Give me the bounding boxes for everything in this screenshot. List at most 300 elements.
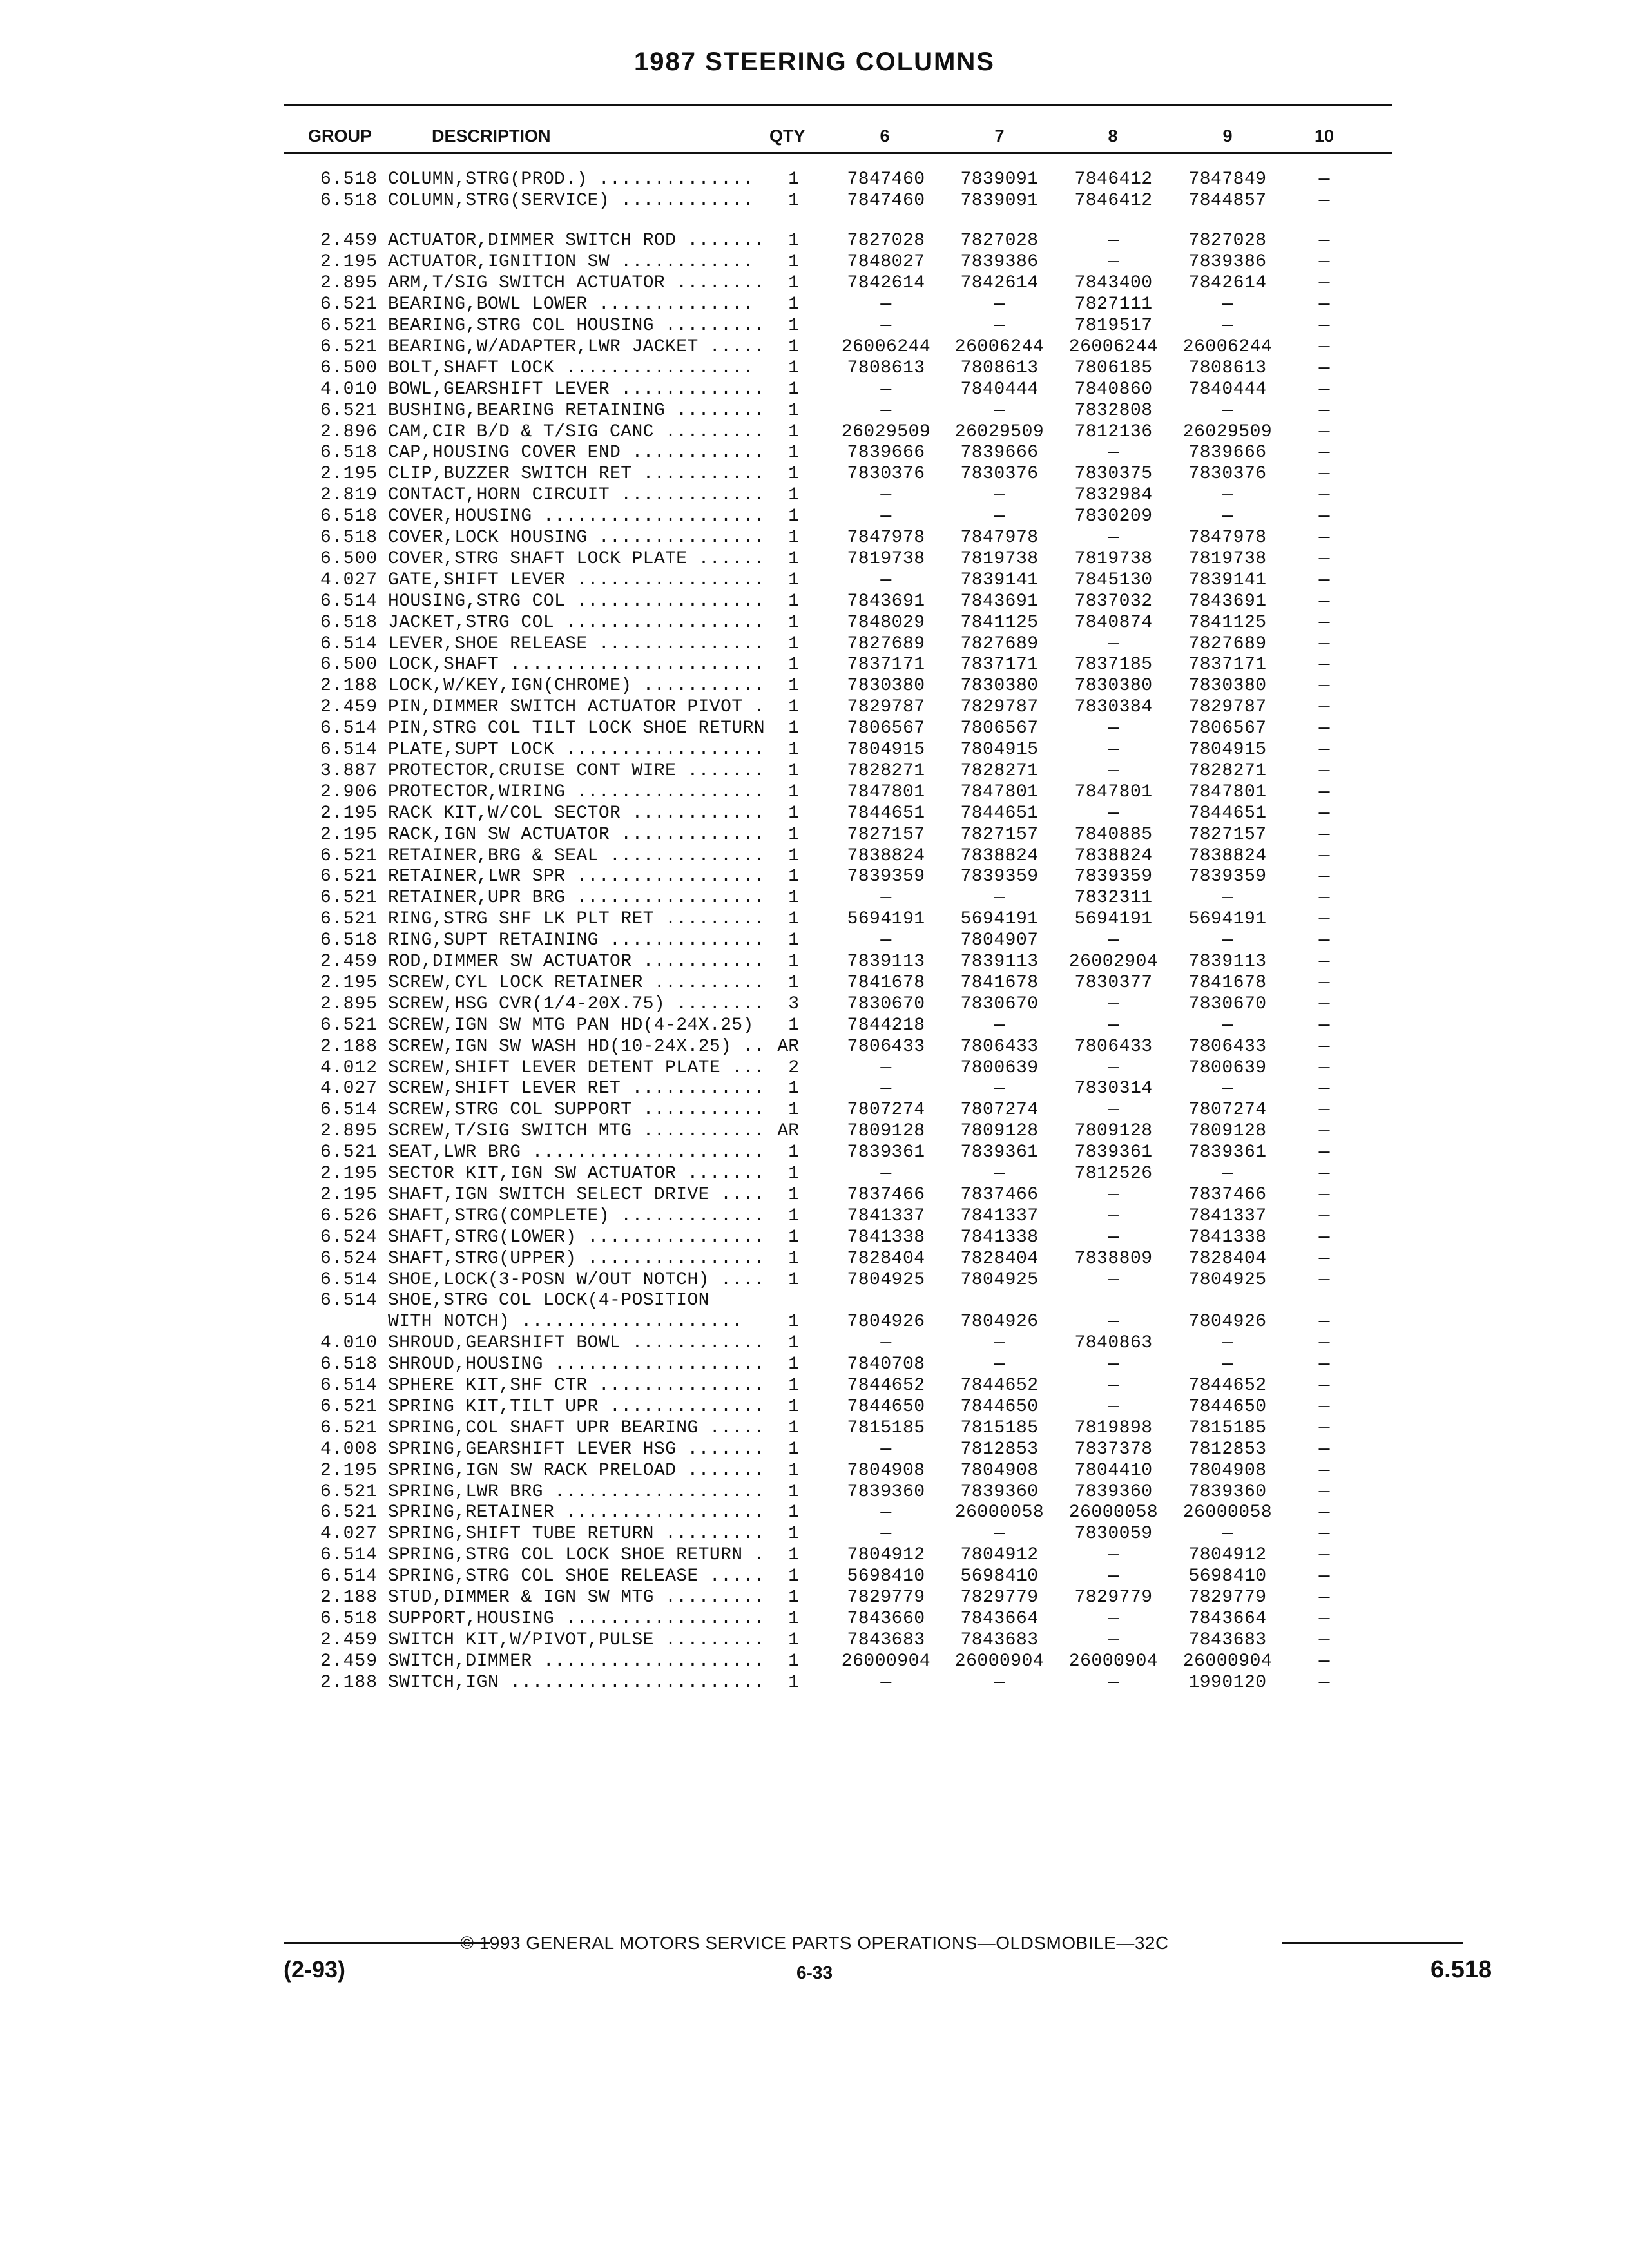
cell-col-9: 26000058 xyxy=(1182,1503,1273,1523)
table-row xyxy=(0,1354,1629,1375)
table-row xyxy=(0,591,1629,612)
table-row xyxy=(0,1439,1629,1460)
cell-description: CAM,CIR B/D & T/SIG CANC ......... xyxy=(388,421,765,442)
cell-col-7: 7839141 xyxy=(960,570,1039,590)
table-row xyxy=(0,1544,1629,1566)
cell-group: 6.500 xyxy=(320,655,378,675)
cell-col-8: 7840863 xyxy=(1074,1333,1153,1354)
cell-qty: 1 xyxy=(788,1248,799,1269)
cell-col-8: 7839361 xyxy=(1074,1142,1153,1163)
cell-col-6: 7841337 xyxy=(847,1206,925,1226)
cell-description: BOWL,GEARSHIFT LEVER ............. xyxy=(388,379,765,399)
cell-col-6: 7839361 xyxy=(847,1142,925,1163)
cell-qty: 1 xyxy=(788,718,799,739)
cell-group: 2.895 xyxy=(320,1121,378,1142)
cell-col-9: — xyxy=(1222,316,1233,336)
cell-col-10: — xyxy=(1318,1629,1330,1650)
table-row xyxy=(0,972,1629,994)
table-row xyxy=(0,1629,1629,1651)
cell-col-7: 7830380 xyxy=(960,676,1039,697)
cell-col-6: 7844218 xyxy=(847,1015,925,1035)
cell-group: 2.195 xyxy=(320,1460,378,1481)
cell-col-6: — xyxy=(880,379,892,399)
cell-col-6: — xyxy=(880,506,892,527)
cell-col-10: — xyxy=(1318,1566,1330,1587)
cell-group: 6.521 xyxy=(320,909,378,930)
cell-col-8: 7830314 xyxy=(1074,1079,1153,1099)
cell-col-8: — xyxy=(1108,930,1119,951)
cell-col-6: 5698410 xyxy=(847,1566,925,1587)
cell-description: RACK KIT,W/COL SECTOR ............ xyxy=(388,803,765,823)
cell-col-10: — xyxy=(1318,1354,1330,1375)
cell-col-10: — xyxy=(1318,1333,1330,1354)
cell-col-10: — xyxy=(1318,697,1330,718)
cell-description: ROD,DIMMER SW ACTUATOR ........... xyxy=(388,952,765,972)
cell-group: 6.521 xyxy=(320,867,378,887)
cell-col-8: — xyxy=(1108,1057,1119,1078)
cell-qty: 1 xyxy=(788,676,799,697)
cell-description: ACTUATOR,DIMMER SWITCH ROD ....... xyxy=(388,231,765,251)
cell-description: COVER,STRG SHAFT LOCK PLATE ...... xyxy=(388,548,765,569)
table-row xyxy=(0,1015,1629,1036)
cell-col-7: 26006244 xyxy=(954,336,1045,357)
cell-qty: 1 xyxy=(788,1269,799,1290)
cell-group: 6.500 xyxy=(320,548,378,569)
cell-col-9: — xyxy=(1222,1164,1233,1184)
cell-col-8: 7838809 xyxy=(1074,1248,1153,1269)
table-row xyxy=(0,1099,1629,1120)
cell-description: SPRING,IGN SW RACK PRELOAD ....... xyxy=(388,1460,765,1481)
cell-col-10: — xyxy=(1318,570,1330,590)
cell-col-9: — xyxy=(1222,400,1233,421)
cell-col-8: — xyxy=(1108,994,1119,1014)
cell-col-6: — xyxy=(880,1164,892,1184)
cell-group: 4.008 xyxy=(320,1439,378,1459)
cell-group: 2.188 xyxy=(320,1036,378,1057)
cell-col-6: 26006244 xyxy=(841,336,931,357)
table-row xyxy=(0,358,1629,379)
cell-col-9: — xyxy=(1222,1015,1233,1035)
cell-group: 6.514 xyxy=(320,1100,378,1120)
cell-col-6: 7843691 xyxy=(847,591,925,611)
cell-col-8: 26006244 xyxy=(1068,336,1159,357)
cell-group: 6.521 xyxy=(320,1481,378,1502)
cell-col-6: 7838824 xyxy=(847,845,925,866)
cell-col-8: 7843400 xyxy=(1074,273,1153,294)
cell-col-10: — xyxy=(1318,1439,1330,1459)
cell-col-7: 7828271 xyxy=(960,760,1039,781)
cell-col-8: — xyxy=(1108,1227,1119,1247)
cell-description: BEARING,STRG COL HOUSING ......... xyxy=(388,316,765,336)
cell-col-7: 7839091 xyxy=(960,190,1039,211)
cell-group: 4.027 xyxy=(320,570,378,590)
cell-qty: 1 xyxy=(788,952,799,972)
cell-qty: 1 xyxy=(788,1503,799,1523)
cell-col-10: — xyxy=(1318,972,1330,993)
cell-col-7: 7839360 xyxy=(960,1481,1039,1502)
cell-qty: 1 xyxy=(788,1164,799,1184)
table-row xyxy=(0,803,1629,824)
cell-col-10: — xyxy=(1318,760,1330,781)
cell-col-9: 7842614 xyxy=(1188,273,1267,294)
cell-col-9: 7830380 xyxy=(1188,676,1267,697)
cell-col-8: — xyxy=(1108,1672,1119,1693)
cell-description: SHROUD,GEARSHIFT BOWL ............ xyxy=(388,1333,765,1354)
cell-col-7: 7827028 xyxy=(960,231,1039,251)
cell-group: 2.895 xyxy=(320,273,378,294)
cell-col-6: 7830670 xyxy=(847,994,925,1014)
cell-col-6: 7839113 xyxy=(847,952,925,972)
cell-description: SHOE,STRG COL LOCK(4-POSITION xyxy=(388,1291,709,1311)
cell-col-10: — xyxy=(1318,379,1330,399)
cell-group: 6.518 xyxy=(320,169,378,189)
cell-qty: 2 xyxy=(788,1057,799,1078)
cell-col-9: — xyxy=(1222,294,1233,315)
cell-col-9: 7840444 xyxy=(1188,379,1267,399)
cell-col-8: 7838824 xyxy=(1074,845,1153,866)
cell-group: 2.188 xyxy=(320,1588,378,1608)
cell-col-9: 7808613 xyxy=(1188,358,1267,378)
cell-group: 6.524 xyxy=(320,1227,378,1247)
cell-col-9: 7837466 xyxy=(1188,1184,1267,1205)
cell-col-7: 7847801 xyxy=(960,782,1039,802)
cell-qty: 1 xyxy=(788,740,799,760)
table-row xyxy=(0,1290,1629,1311)
cell-description: SPRING KIT,TILT UPR .............. xyxy=(388,1396,765,1417)
cell-description: STUD,DIMMER & IGN SW MTG ......... xyxy=(388,1588,765,1608)
cell-qty: 1 xyxy=(788,1206,799,1226)
cell-col-8: 7806433 xyxy=(1074,1036,1153,1057)
cell-col-6: — xyxy=(880,1439,892,1459)
cell-col-10: — xyxy=(1318,421,1330,442)
cell-col-7: 7807274 xyxy=(960,1100,1039,1120)
table-row xyxy=(0,570,1629,591)
table-row xyxy=(0,1269,1629,1291)
cell-col-7: 7837466 xyxy=(960,1184,1039,1205)
cell-col-9: 7844651 xyxy=(1188,803,1267,823)
cell-col-6: 7837466 xyxy=(847,1184,925,1205)
table-row xyxy=(0,1523,1629,1544)
cell-col-8: 5694191 xyxy=(1074,909,1153,930)
cell-col-10: — xyxy=(1318,485,1330,506)
cell-col-6: 7828404 xyxy=(847,1248,925,1269)
cell-description: SHOE,LOCK(3-POSN W/OUT NOTCH) .... xyxy=(388,1269,765,1290)
cell-col-8: — xyxy=(1108,1206,1119,1226)
header-col-8: 8 xyxy=(1108,126,1118,146)
cell-group: 6.526 xyxy=(320,1206,378,1226)
cell-group: 2.459 xyxy=(320,697,378,718)
cell-description: SUPPORT,HOUSING .................. xyxy=(388,1608,765,1629)
cell-col-7: 7841338 xyxy=(960,1227,1039,1247)
cell-col-6: 7815185 xyxy=(847,1418,925,1438)
table-row xyxy=(0,1396,1629,1418)
cell-col-8: 7806185 xyxy=(1074,358,1153,378)
cell-col-9: 7809128 xyxy=(1188,1121,1267,1142)
cell-col-9: 1990120 xyxy=(1188,1672,1267,1693)
cell-group: 2.906 xyxy=(320,782,378,802)
table-row xyxy=(0,930,1629,951)
cell-col-10: — xyxy=(1318,1460,1330,1481)
cell-col-7: — xyxy=(994,506,1005,527)
cell-col-10: — xyxy=(1318,1545,1330,1566)
cell-col-9: 5698410 xyxy=(1188,1566,1267,1587)
cell-col-10: — xyxy=(1318,1036,1330,1057)
cell-qty: 1 xyxy=(788,1100,799,1120)
cell-col-9: — xyxy=(1222,506,1233,527)
cell-qty: 1 xyxy=(788,1227,799,1247)
cell-col-7: — xyxy=(994,485,1005,506)
cell-col-10: — xyxy=(1318,1503,1330,1523)
cell-col-10: — xyxy=(1318,1142,1330,1163)
cell-col-8: 7846412 xyxy=(1074,190,1153,211)
cell-col-8: 7804410 xyxy=(1074,1460,1153,1481)
cell-col-9: 7829787 xyxy=(1188,697,1267,718)
cell-group: 4.012 xyxy=(320,1057,378,1078)
cell-col-7: — xyxy=(994,1015,1005,1035)
table-row xyxy=(0,315,1629,336)
cell-col-7: 7809128 xyxy=(960,1121,1039,1142)
cell-col-7: 7830376 xyxy=(960,464,1039,485)
table-row xyxy=(0,336,1629,358)
cell-col-8: — xyxy=(1108,1015,1119,1035)
cell-col-10: — xyxy=(1318,316,1330,336)
cell-col-9: — xyxy=(1222,1354,1233,1375)
cell-description: SPHERE KIT,SHF CTR ............... xyxy=(388,1376,765,1396)
cell-description: SCREW,CYL LOCK RETAINER .......... xyxy=(388,972,765,993)
cell-col-9: 7847978 xyxy=(1188,528,1267,548)
cell-col-10: — xyxy=(1318,1206,1330,1226)
cell-col-8: 7827111 xyxy=(1074,294,1153,315)
cell-col-8: — xyxy=(1108,760,1119,781)
cell-col-10: — xyxy=(1318,994,1330,1014)
cell-col-6: — xyxy=(880,294,892,315)
cell-col-8: 7845130 xyxy=(1074,570,1153,590)
cell-col-6: 7843660 xyxy=(847,1608,925,1629)
cell-description: SEAT,LWR BRG ..................... xyxy=(388,1142,765,1163)
cell-description: SCREW,IGN SW MTG PAN HD(4-24X.25) xyxy=(388,1015,754,1035)
cell-description: ACTUATOR,IGNITION SW ............ xyxy=(388,252,754,273)
cell-col-9: — xyxy=(1222,888,1233,908)
cell-col-6: 7841338 xyxy=(847,1227,925,1247)
cell-group: 2.195 xyxy=(320,972,378,993)
cell-description: SECTOR KIT,IGN SW ACTUATOR ....... xyxy=(388,1164,765,1184)
cell-col-9: 7839359 xyxy=(1188,867,1267,887)
cell-description: PROTECTOR,CRUISE CONT WIRE ....... xyxy=(388,760,765,781)
cell-col-10: — xyxy=(1318,1481,1330,1502)
cell-col-9: — xyxy=(1222,930,1233,951)
cell-col-10: — xyxy=(1318,676,1330,697)
cell-description: COVER,LOCK HOUSING ............... xyxy=(388,528,765,548)
cell-qty: 3 xyxy=(788,994,799,1014)
cell-col-8: — xyxy=(1108,1396,1119,1417)
cell-col-9: 7838824 xyxy=(1188,845,1267,866)
cell-col-7: 7843664 xyxy=(960,1608,1039,1629)
cell-qty: 1 xyxy=(788,443,799,463)
table-row xyxy=(0,463,1629,485)
cell-qty: 1 xyxy=(788,760,799,781)
cell-col-8: 7832311 xyxy=(1074,888,1153,908)
cell-col-8: — xyxy=(1108,1376,1119,1396)
cell-col-9: 7843683 xyxy=(1188,1629,1267,1650)
cell-col-10: — xyxy=(1318,231,1330,251)
cell-col-10: — xyxy=(1318,190,1330,211)
table-row xyxy=(0,1120,1629,1142)
table-row xyxy=(0,612,1629,633)
header-col-7: 7 xyxy=(994,126,1005,146)
cell-qty: 1 xyxy=(788,930,799,951)
cell-qty: 1 xyxy=(788,358,799,378)
cell-col-7: — xyxy=(994,1079,1005,1099)
cell-col-6: 7827028 xyxy=(847,231,925,251)
cell-col-6: 7843683 xyxy=(847,1629,925,1650)
cell-col-10: — xyxy=(1318,358,1330,378)
cell-col-9: 7841337 xyxy=(1188,1206,1267,1226)
cell-col-7: 7806433 xyxy=(960,1036,1039,1057)
cell-col-9: — xyxy=(1222,1079,1233,1099)
cell-col-7: 7829787 xyxy=(960,697,1039,718)
table-row xyxy=(0,845,1629,867)
cell-description: PLATE,SUPT LOCK .................. xyxy=(388,740,765,760)
cell-col-8: — xyxy=(1108,1629,1119,1650)
cell-col-10: — xyxy=(1318,528,1330,548)
cell-qty: 1 xyxy=(788,1672,799,1693)
table-row xyxy=(0,1206,1629,1227)
cell-group: 6.521 xyxy=(320,1503,378,1523)
cell-col-6: — xyxy=(880,1524,892,1544)
cell-qty: 1 xyxy=(788,1545,799,1566)
cell-col-8: 7847801 xyxy=(1074,782,1153,802)
page-number: 6-33 xyxy=(796,1963,833,1983)
cell-group: 2.896 xyxy=(320,421,378,442)
cell-col-9: 7806567 xyxy=(1188,718,1267,739)
cell-col-10: — xyxy=(1318,1376,1330,1396)
cell-col-7: 7839386 xyxy=(960,252,1039,273)
cell-qty: 1 xyxy=(788,190,799,211)
cell-col-7: — xyxy=(994,400,1005,421)
cell-col-6: 7839360 xyxy=(847,1481,925,1502)
cell-col-6: 7804912 xyxy=(847,1545,925,1566)
cell-description: RING,SUPT RETAINING .............. xyxy=(388,930,765,951)
cell-col-10: — xyxy=(1318,336,1330,357)
cell-col-6: — xyxy=(880,400,892,421)
cell-description: SHAFT,STRG(LOWER) ................ xyxy=(388,1227,765,1247)
cell-description: RACK,IGN SW ACTUATOR ............. xyxy=(388,824,765,845)
cell-description: RING,STRG SHF LK PLT RET ......... xyxy=(388,909,765,930)
cell-col-7: 7843691 xyxy=(960,591,1039,611)
cell-qty: 1 xyxy=(788,379,799,399)
cell-col-7: 7804908 xyxy=(960,1460,1039,1481)
cell-col-7: 7843683 xyxy=(960,1629,1039,1650)
cell-qty: 1 xyxy=(788,1524,799,1544)
cell-group: 4.010 xyxy=(320,379,378,399)
table-row xyxy=(0,379,1629,400)
cell-qty: 1 xyxy=(788,1439,799,1459)
cell-col-6: 7840708 xyxy=(847,1354,925,1375)
cell-group: 3.887 xyxy=(320,760,378,781)
cell-col-7: — xyxy=(994,294,1005,315)
cell-col-6: — xyxy=(880,1672,892,1693)
cell-qty: 1 xyxy=(788,548,799,569)
cell-qty: 1 xyxy=(788,336,799,357)
table-row xyxy=(0,273,1629,294)
cell-group: 4.027 xyxy=(320,1524,378,1544)
cell-col-6: 7809128 xyxy=(847,1121,925,1142)
table-row xyxy=(0,1142,1629,1163)
cell-qty: 1 xyxy=(788,1142,799,1163)
cell-col-9: — xyxy=(1222,485,1233,506)
cell-col-9: 7839360 xyxy=(1188,1481,1267,1502)
cell-col-6: — xyxy=(880,570,892,590)
cell-col-10: — xyxy=(1318,400,1330,421)
cell-col-6: 7829787 xyxy=(847,697,925,718)
cell-col-7: — xyxy=(994,1354,1005,1375)
cell-col-7: 7839091 xyxy=(960,169,1039,189)
cell-col-10: — xyxy=(1318,782,1330,802)
cell-description: JACKET,STRG COL .................. xyxy=(388,612,765,633)
cell-description: BUSHING,BEARING RETAINING ........ xyxy=(388,400,765,421)
cell-group: 6.521 xyxy=(320,1396,378,1417)
cell-qty: 1 xyxy=(788,231,799,251)
cell-col-8: 7819517 xyxy=(1074,316,1153,336)
cell-description: SHAFT,STRG(UPPER) ................ xyxy=(388,1248,765,1269)
cell-group: 6.521 xyxy=(320,400,378,421)
cell-col-9: 7812853 xyxy=(1188,1439,1267,1459)
cell-description: LOCK,SHAFT ....................... xyxy=(388,655,765,675)
cell-qty: 1 xyxy=(788,528,799,548)
table-row xyxy=(0,294,1629,315)
cell-col-6: 7804926 xyxy=(847,1312,925,1332)
cell-col-6: 7839666 xyxy=(847,443,925,463)
cell-qty: 1 xyxy=(788,1184,799,1205)
cell-col-9: 7819738 xyxy=(1188,548,1267,569)
cell-col-6: 7807274 xyxy=(847,1100,925,1120)
cell-qty: 1 xyxy=(788,612,799,633)
table-row xyxy=(0,1311,1629,1332)
table-row xyxy=(0,697,1629,718)
table-row xyxy=(0,1078,1629,1099)
cell-col-6: 7806567 xyxy=(847,718,925,739)
cell-col-9: 7827157 xyxy=(1188,824,1267,845)
cell-col-7: 7839666 xyxy=(960,443,1039,463)
cell-group: 6.521 xyxy=(320,336,378,357)
cell-qty: 1 xyxy=(788,1608,799,1629)
cell-col-9: 7844857 xyxy=(1188,190,1267,211)
cell-col-10: — xyxy=(1318,845,1330,866)
cell-description: SPRING,COL SHAFT UPR BEARING ..... xyxy=(388,1418,765,1438)
cell-group: 6.518 xyxy=(320,190,378,211)
cell-col-6: 7844650 xyxy=(847,1396,925,1417)
table-row xyxy=(0,951,1629,972)
cell-col-6: 7841678 xyxy=(847,972,925,993)
cell-col-7: 7829779 xyxy=(960,1588,1039,1608)
cell-col-8: — xyxy=(1108,1608,1119,1629)
cell-description: SPRING,STRG COL SHOE RELEASE ..... xyxy=(388,1566,765,1587)
cell-qty: 1 xyxy=(788,782,799,802)
table-row xyxy=(0,866,1629,887)
cell-col-7: 7839361 xyxy=(960,1142,1039,1163)
cell-col-7: 7841337 xyxy=(960,1206,1039,1226)
cell-col-8: 7846412 xyxy=(1074,169,1153,189)
cell-group: 6.514 xyxy=(320,718,378,739)
cell-qty: 1 xyxy=(788,252,799,273)
cell-group: 6.521 xyxy=(320,1418,378,1438)
header-col-6: 6 xyxy=(880,126,890,146)
cell-col-10: — xyxy=(1318,1248,1330,1269)
cell-col-9: 7830376 xyxy=(1188,464,1267,485)
cell-description: SPRING,RETAINER .................. xyxy=(388,1503,765,1523)
cell-group: 2.459 xyxy=(320,231,378,251)
cell-col-7: 7839113 xyxy=(960,952,1039,972)
